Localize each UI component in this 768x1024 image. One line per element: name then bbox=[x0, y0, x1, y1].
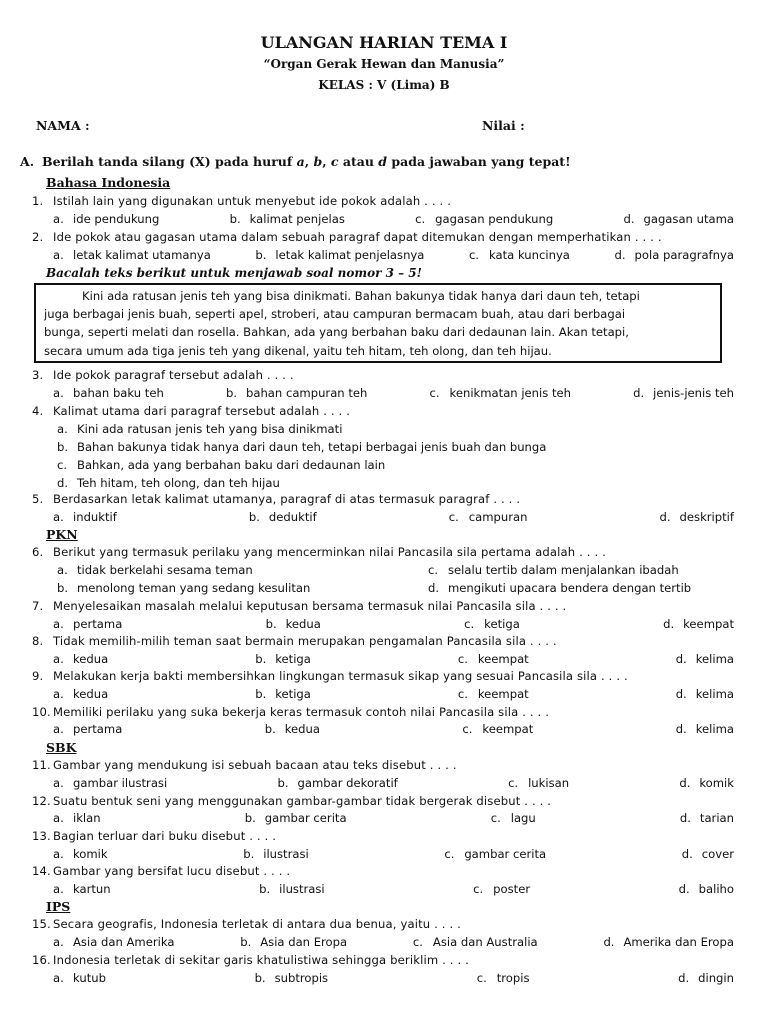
option-letter: c. bbox=[508, 776, 519, 790]
option-letter: a. bbox=[53, 935, 64, 949]
option-d[interactable] bbox=[680, 811, 734, 825]
option-a[interactable] bbox=[53, 687, 108, 701]
question-text: Indonesia terletak di sekitar garis khatulistiwa sehingga beriklim . . . . bbox=[53, 953, 469, 967]
option-letter: d. bbox=[623, 212, 635, 226]
option-letter: d. bbox=[428, 581, 440, 595]
question-14 bbox=[32, 864, 290, 878]
option-text: keempat bbox=[482, 722, 534, 736]
option-letter: c. bbox=[448, 510, 459, 524]
option-c[interactable] bbox=[57, 458, 385, 472]
question-12 bbox=[32, 794, 551, 808]
question-number: 10. bbox=[32, 705, 51, 719]
question-16 bbox=[32, 953, 469, 967]
option-letter: d. bbox=[681, 847, 693, 861]
option-letter: d. bbox=[678, 971, 690, 985]
option-c[interactable] bbox=[477, 971, 530, 985]
question-text: Gambar yang mendukung isi sebuah bacaan atau teks disebut . . . . bbox=[53, 758, 457, 772]
question-text: Secara geografis, Indonesia terletak di antara dua benua, yaitu . . . . bbox=[53, 917, 461, 931]
exam-title: ULANGAN HARIAN TEMA I bbox=[260, 33, 508, 52]
option-c[interactable] bbox=[462, 722, 533, 736]
section-letter: A. bbox=[20, 154, 35, 169]
passage-line: bunga, seperti melati dan rosella. Bahkan, ada yang berbahan baku dari dedaunan lain. Akan tetapi, bbox=[44, 325, 629, 340]
question-number: 1. bbox=[32, 194, 44, 208]
options-q8 bbox=[53, 652, 734, 666]
option-text: keempat bbox=[683, 617, 734, 631]
option-text: mengikuti upacara bendera dengan tertib bbox=[448, 581, 692, 595]
question-4 bbox=[32, 404, 350, 418]
question-text: Memiliki perilaku yang suka bekerja keras termasuk contoh nilai Pancasila sila . . . . bbox=[53, 705, 550, 719]
option-b[interactable] bbox=[240, 935, 347, 949]
option-letter: a. bbox=[53, 687, 64, 701]
option-letter: d. bbox=[57, 476, 69, 490]
option-text: Asia dan Eropa bbox=[260, 935, 348, 949]
option-text: Bahkan, ada yang berbahan baku dari dedaunan lain bbox=[77, 458, 386, 472]
section-a-instruction bbox=[20, 154, 571, 169]
question-number: 6. bbox=[32, 545, 44, 559]
option-text: ilustrasi bbox=[263, 847, 309, 861]
option-a[interactable] bbox=[53, 652, 108, 666]
option-letter: c. bbox=[457, 652, 468, 666]
option-text: kelima bbox=[695, 687, 734, 701]
option-c[interactable] bbox=[415, 212, 553, 226]
option-letter: b. bbox=[255, 248, 267, 262]
option-text: komik bbox=[699, 776, 734, 790]
option-text: tropis bbox=[496, 971, 530, 985]
option-letter: a. bbox=[57, 422, 68, 436]
option-b[interactable] bbox=[255, 687, 311, 701]
option-d[interactable] bbox=[603, 935, 734, 949]
question-text: Istilah lain yang digunakan untuk menyebut ide pokok adalah . . . . bbox=[53, 194, 452, 208]
option-letter: b. bbox=[264, 722, 276, 736]
option-letter: c. bbox=[490, 811, 501, 825]
option-letter: d. bbox=[678, 882, 690, 896]
option-text: Bahan bakunya tidak hanya dari daun teh, tetapi berbagai jenis buah dan bunga bbox=[77, 440, 547, 454]
option-b[interactable] bbox=[245, 811, 347, 825]
option-letter: b. bbox=[254, 971, 266, 985]
option-a[interactable] bbox=[53, 882, 111, 896]
option-text: kalimat penjelas bbox=[249, 212, 345, 226]
option-c[interactable] bbox=[444, 847, 546, 861]
option-a[interactable] bbox=[53, 935, 174, 949]
option-text: keempat bbox=[477, 687, 529, 701]
option-text: kedua bbox=[73, 652, 109, 666]
option-text: gagasan pendukung bbox=[435, 212, 554, 226]
option-letter: c. bbox=[473, 882, 484, 896]
question-number: 5. bbox=[32, 492, 44, 506]
option-letter: d. bbox=[614, 248, 626, 262]
option-text: letak kalimat penjelasnya bbox=[275, 248, 425, 262]
option-text: keempat bbox=[477, 652, 529, 666]
option-d[interactable] bbox=[623, 212, 734, 226]
question-text: Menyelesaikan masalah melalui keputusan bersama termasuk nilai Pancasila sila . . . . bbox=[53, 599, 567, 613]
option-b[interactable] bbox=[230, 212, 345, 226]
question-number: 8. bbox=[32, 634, 44, 648]
option-text: gagasan utama bbox=[643, 212, 734, 226]
question-text: Berikut yang termasuk perilaku yang mencerminkan nilai Pancasila sila pertama adalah . . . . bbox=[53, 545, 606, 559]
option-a[interactable] bbox=[57, 422, 342, 436]
option-letter: b. bbox=[265, 617, 277, 631]
option-text: kenikmatan jenis teh bbox=[449, 386, 572, 400]
option-letter: d. bbox=[675, 722, 687, 736]
option-a[interactable] bbox=[53, 722, 122, 736]
instruction-text: atau bbox=[338, 154, 379, 169]
option-text: lagu bbox=[510, 811, 536, 825]
option-letter: a. bbox=[53, 617, 64, 631]
option-d[interactable] bbox=[679, 776, 734, 790]
option-letter: c. bbox=[57, 458, 68, 472]
option-c[interactable] bbox=[464, 617, 520, 631]
option-text: bahan baku teh bbox=[73, 386, 164, 400]
option-text: jenis-jenis teh bbox=[653, 386, 734, 400]
options-q1 bbox=[53, 212, 734, 226]
option-letter: d. bbox=[663, 617, 675, 631]
option-d[interactable] bbox=[676, 687, 734, 701]
options-q13 bbox=[53, 847, 734, 861]
option-a[interactable] bbox=[53, 971, 106, 985]
option-letter: b. bbox=[248, 510, 260, 524]
option-b[interactable] bbox=[57, 581, 310, 595]
option-letter: a. bbox=[57, 563, 68, 577]
option-letter: b. bbox=[226, 386, 238, 400]
option-letter: c. bbox=[464, 617, 475, 631]
section-heading-bahasa: Bahasa Indonesia bbox=[46, 175, 171, 190]
option-text: kedua bbox=[284, 722, 320, 736]
option-d[interactable] bbox=[678, 971, 734, 985]
option-text: pola paragrafnya bbox=[634, 248, 734, 262]
option-b[interactable] bbox=[255, 971, 329, 985]
option-b[interactable] bbox=[255, 652, 311, 666]
option-letter: c. bbox=[428, 563, 439, 577]
options-q16 bbox=[53, 971, 734, 985]
option-c[interactable] bbox=[428, 563, 679, 577]
class-label: KELAS : V (Lima) B bbox=[318, 78, 450, 92]
option-c[interactable] bbox=[469, 248, 570, 262]
passage-line: juga berbagai jenis buah, seperti apel, stroberi, atau campuran bermacam buah, atau dari berbagai bbox=[44, 307, 626, 322]
reading-passage bbox=[44, 287, 722, 360]
option-letter: b. bbox=[255, 652, 267, 666]
question-7 bbox=[32, 599, 566, 613]
option-text: ketiga bbox=[484, 617, 520, 631]
option-text: induktif bbox=[73, 510, 117, 524]
option-letter: b. bbox=[255, 687, 267, 701]
option-c[interactable] bbox=[458, 652, 529, 666]
option-text: ketiga bbox=[275, 652, 311, 666]
option-letter: a. bbox=[53, 386, 64, 400]
question-number: 7. bbox=[32, 599, 44, 613]
option-letter: d. bbox=[679, 811, 691, 825]
option-text: pertama bbox=[73, 722, 123, 736]
option-d[interactable] bbox=[633, 386, 734, 400]
option-a[interactable] bbox=[53, 248, 211, 262]
option-c[interactable] bbox=[430, 386, 571, 400]
options-q5 bbox=[53, 510, 734, 524]
option-letter: a. bbox=[53, 971, 64, 985]
option-a[interactable] bbox=[57, 563, 253, 577]
question-text: Ide pokok paragraf tersebut adalah . . . . bbox=[53, 368, 294, 382]
passage-line: Kini ada ratusan jenis teh yang bisa dinikmati. Bahan bakunya tidak hanya dari daun teh, tetapi bbox=[82, 289, 640, 303]
option-text: letak kalimat utamanya bbox=[73, 248, 211, 262]
option-c[interactable] bbox=[473, 882, 530, 896]
question-10 bbox=[32, 705, 549, 719]
question-number: 16. bbox=[32, 953, 51, 967]
option-c[interactable] bbox=[508, 776, 569, 790]
question-text: Tidak memilih-milih teman saat bermain merupakan pengamalan Pancasila sila . . . . bbox=[53, 634, 557, 648]
option-letter: c. bbox=[429, 386, 440, 400]
question-3 bbox=[32, 368, 294, 382]
reading-instruction: Bacalah teks berikut untuk menjawab soal nomor 3 – 5! bbox=[46, 266, 422, 280]
question-number: 11. bbox=[32, 758, 51, 772]
option-letter: d. bbox=[633, 386, 645, 400]
option-b[interactable] bbox=[259, 882, 325, 896]
option-text: deduktif bbox=[268, 510, 317, 524]
instruction-text: Berilah tanda silang (X) pada huruf bbox=[42, 154, 297, 169]
option-letter: a. bbox=[53, 776, 64, 790]
question-6 bbox=[32, 545, 606, 559]
option-letter: b. bbox=[240, 935, 252, 949]
option-text: gambar ilustrasi bbox=[73, 776, 168, 790]
option-text: kedua bbox=[73, 687, 109, 701]
option-d[interactable] bbox=[676, 722, 734, 736]
option-text: kutub bbox=[73, 971, 106, 985]
option-text: poster bbox=[493, 882, 531, 896]
question-number: 15. bbox=[32, 917, 51, 931]
option-text: lukisan bbox=[528, 776, 570, 790]
option-a[interactable] bbox=[53, 847, 108, 861]
option-letter: c. bbox=[476, 971, 487, 985]
section-heading-pkn: PKN bbox=[46, 527, 78, 542]
instruction-choice-b: b bbox=[313, 154, 323, 169]
option-letter: d. bbox=[675, 652, 687, 666]
option-b[interactable] bbox=[57, 440, 546, 454]
option-text: Teh hitam, teh olong, dan teh hijau bbox=[77, 476, 280, 490]
passage-line: secara umum ada tiga jenis teh yang dikenal, yaitu teh hitam, teh olong, dan teh hijau. bbox=[44, 343, 552, 358]
option-text: iklan bbox=[73, 811, 101, 825]
option-letter: a. bbox=[53, 811, 64, 825]
option-a[interactable] bbox=[53, 510, 117, 524]
options-q15 bbox=[53, 935, 734, 949]
instruction-choice-d: d bbox=[378, 154, 388, 169]
option-b[interactable] bbox=[266, 617, 321, 631]
instruction-choice-c: c bbox=[330, 154, 339, 169]
option-text: kelima bbox=[695, 722, 734, 736]
option-text: Asia dan Australia bbox=[432, 935, 538, 949]
option-text: campuran bbox=[468, 510, 528, 524]
option-text: baliho bbox=[698, 882, 734, 896]
name-field-label: NAMA : bbox=[36, 118, 90, 133]
option-a[interactable] bbox=[53, 386, 164, 400]
question-text: Suatu bentuk seni yang menggunakan gambar-gambar tidak bergerak disebut . . . . bbox=[53, 794, 552, 808]
option-letter: c. bbox=[412, 935, 423, 949]
option-c[interactable] bbox=[458, 687, 529, 701]
option-b[interactable] bbox=[277, 776, 397, 790]
option-d[interactable] bbox=[428, 581, 691, 595]
question-number: 4. bbox=[32, 404, 44, 418]
question-13 bbox=[32, 829, 276, 843]
options-q12 bbox=[53, 811, 734, 825]
options-q11 bbox=[53, 776, 734, 790]
options-q9 bbox=[53, 687, 734, 701]
question-text: Ide pokok atau gagasan utama dalam sebuah paragraf dapat ditemukan dengan memperhatikan . . . . bbox=[53, 230, 662, 244]
option-letter: b. bbox=[259, 882, 271, 896]
question-1 bbox=[32, 194, 451, 208]
option-text: kelima bbox=[695, 652, 734, 666]
option-letter: d. bbox=[679, 776, 691, 790]
option-a[interactable] bbox=[53, 776, 167, 790]
question-number: 9. bbox=[32, 669, 44, 683]
question-text: Gambar yang bersifat lucu disebut . . . . bbox=[53, 864, 291, 878]
option-letter: c. bbox=[462, 722, 473, 736]
option-d[interactable] bbox=[663, 617, 734, 631]
option-c[interactable] bbox=[449, 510, 528, 524]
option-text: ketiga bbox=[275, 687, 311, 701]
option-c[interactable] bbox=[413, 935, 538, 949]
option-a[interactable] bbox=[53, 212, 159, 226]
option-d[interactable] bbox=[660, 510, 734, 524]
option-letter: a. bbox=[53, 510, 64, 524]
option-letter: d. bbox=[659, 510, 671, 524]
score-field-label: Nilai : bbox=[482, 118, 525, 133]
option-letter: b. bbox=[243, 847, 255, 861]
option-text: menolong teman yang sedang kesulitan bbox=[77, 581, 311, 595]
option-text: tidak berkelahi sesama teman bbox=[77, 563, 253, 577]
options-q14 bbox=[53, 882, 734, 896]
option-text: cover bbox=[701, 847, 734, 861]
option-text: kartun bbox=[73, 882, 111, 896]
option-text: pertama bbox=[73, 617, 123, 631]
option-text: ide pendukung bbox=[73, 212, 160, 226]
option-text: kata kuncinya bbox=[489, 248, 570, 262]
option-a[interactable] bbox=[53, 617, 122, 631]
option-text: Amerika dan Eropa bbox=[623, 935, 734, 949]
option-b[interactable] bbox=[243, 847, 309, 861]
option-letter: c. bbox=[457, 687, 468, 701]
exam-subtitle: “Organ Gerak Hewan dan Manusia” bbox=[263, 57, 505, 71]
section-heading-sbk: SBK bbox=[46, 740, 77, 755]
question-15 bbox=[32, 917, 461, 931]
instruction-separator: , bbox=[304, 154, 314, 169]
option-d[interactable] bbox=[679, 882, 734, 896]
option-letter: a. bbox=[53, 212, 64, 226]
question-number: 12. bbox=[32, 794, 51, 808]
option-letter: a. bbox=[53, 882, 64, 896]
option-text: gambar cerita bbox=[464, 847, 547, 861]
option-text: tarian bbox=[699, 811, 734, 825]
question-number: 3. bbox=[32, 368, 44, 382]
option-letter: c. bbox=[415, 212, 426, 226]
question-text: Bagian terluar dari buku disebut . . . . bbox=[53, 829, 277, 843]
option-letter: a. bbox=[53, 248, 64, 262]
option-d[interactable] bbox=[682, 847, 734, 861]
options-q7 bbox=[53, 617, 734, 631]
question-9 bbox=[32, 669, 628, 683]
option-c[interactable] bbox=[491, 811, 536, 825]
option-text: subtropis bbox=[274, 971, 329, 985]
option-letter: c. bbox=[444, 847, 455, 861]
option-text: gambar dekoratif bbox=[297, 776, 398, 790]
option-b[interactable] bbox=[265, 722, 320, 736]
section-heading-ips: IPS bbox=[46, 899, 71, 914]
options-q10 bbox=[53, 722, 734, 736]
option-letter: d. bbox=[603, 935, 615, 949]
option-letter: b. bbox=[57, 581, 69, 595]
option-letter: b. bbox=[229, 212, 241, 226]
instruction-text: pada jawaban yang tepat! bbox=[387, 154, 571, 169]
question-text: Melakukan kerja bakti membersihkan lingkungan termasuk sikap yang sesuai Pancasila sila . . . . bbox=[53, 669, 628, 683]
question-number: 14. bbox=[32, 864, 51, 878]
option-letter: b. bbox=[277, 776, 289, 790]
options-q3 bbox=[53, 386, 734, 400]
question-text: Berdasarkan letak kalimat utamanya, paragraf di atas termasuk paragraf . . . . bbox=[53, 492, 521, 506]
question-2 bbox=[32, 230, 662, 244]
option-b[interactable] bbox=[226, 386, 367, 400]
option-b[interactable] bbox=[249, 510, 317, 524]
option-text: deskriptif bbox=[679, 510, 734, 524]
option-letter: d. bbox=[675, 687, 687, 701]
option-d[interactable] bbox=[676, 652, 734, 666]
option-text: kedua bbox=[285, 617, 321, 631]
option-text: Kini ada ratusan jenis teh yang bisa dinikmati bbox=[77, 422, 343, 436]
instruction-separator: , bbox=[322, 154, 331, 169]
option-letter: b. bbox=[57, 440, 69, 454]
option-b[interactable] bbox=[255, 248, 424, 262]
option-text: selalu tertib dalam menjalankan ibadah bbox=[448, 563, 679, 577]
option-a[interactable] bbox=[53, 811, 101, 825]
option-text: bahan campuran teh bbox=[246, 386, 368, 400]
question-number: 2. bbox=[32, 230, 44, 244]
option-letter: a. bbox=[53, 847, 64, 861]
option-text: komik bbox=[73, 847, 108, 861]
question-11 bbox=[32, 758, 457, 772]
question-text: Kalimat utama dari paragraf tersebut adalah . . . . bbox=[53, 404, 351, 418]
option-text: Asia dan Amerika bbox=[73, 935, 175, 949]
option-text: dingin bbox=[698, 971, 734, 985]
option-d[interactable] bbox=[57, 476, 280, 490]
question-8 bbox=[32, 634, 557, 648]
question-number: 13. bbox=[32, 829, 51, 843]
option-text: ilustrasi bbox=[279, 882, 325, 896]
option-letter: a. bbox=[53, 652, 64, 666]
question-5 bbox=[32, 492, 520, 506]
option-text: gambar cerita bbox=[264, 811, 347, 825]
option-letter: b. bbox=[244, 811, 256, 825]
option-letter: c. bbox=[469, 248, 480, 262]
option-d[interactable] bbox=[615, 248, 734, 262]
options-q2 bbox=[53, 248, 734, 262]
instruction-choice-a: a bbox=[296, 154, 305, 169]
option-letter: a. bbox=[53, 722, 64, 736]
